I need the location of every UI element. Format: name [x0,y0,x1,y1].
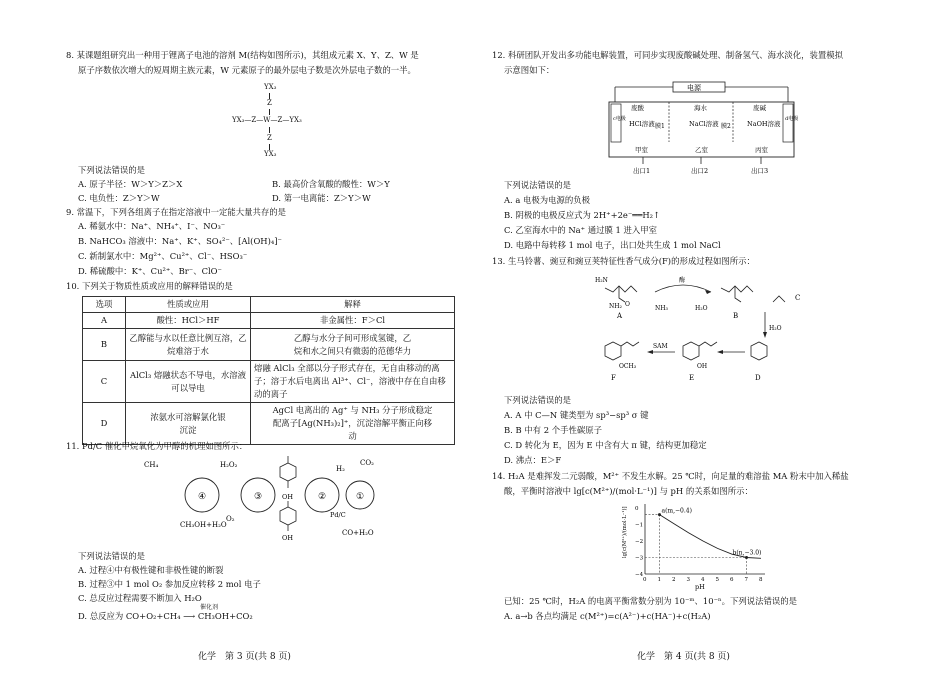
q12-electrolysis-diagram [603,80,803,175]
waste-acid-label: 废酸 [631,104,644,112]
q13-prompt: 下列说法错误的是 [504,395,571,405]
q13-reaction-scheme [595,272,810,390]
q9-option-c: C. 新制氯水中：Mg²⁺、Cu²⁺、Cl⁻、HSO₃⁻ [78,251,248,261]
table-cell: 乙醇能与水以任意比例互溶，乙烷难溶于水 [126,329,251,361]
q13-option-b: B. B 中有 2 个手性碳原子 [504,425,602,435]
a-h2n-label: H₂N [595,277,608,284]
enzyme-label: 酶 [679,277,686,284]
table-row [83,313,455,329]
q9-option-a: A. 稀氨水中：Na⁺、NH₄⁺、I⁻、NO₃⁻ [78,221,226,231]
diagram-label-o2: O₂ [226,515,235,523]
x-tick-label: 1 [657,577,661,583]
y-tick-label: −2 [635,539,644,545]
compound-b-label: B [733,312,739,320]
x-tick-label: 6 [730,577,734,583]
q10-table [82,296,455,445]
table-cell: 浓氨水可溶解氯化银沉淀 [126,403,251,445]
cycle-label-4: ④ [198,492,207,502]
diagram-label-oh1: OH [282,493,293,501]
compound-c-label: C [795,294,801,302]
table-cell: D [83,403,126,445]
q14-chart [623,500,773,590]
q11-option-d: D. 总反应为 CO+O₂+CH₄ ⟶ CH₃OH+CO₂ [78,611,253,621]
q8-struct-z1: Z [267,99,272,107]
q12-stem-line1: 12. 科研团队开发出多功能电解装置，可同步实现废酸碱处理、制备氢气、海水淡化，装置模拟 [492,50,843,60]
q8-stem-line2: 原子序数依次增大的短周期主族元素，W 元素原子的最外层电子数是次外层电子数的一半。 [78,65,416,75]
diagram-label-ch3oh: CH₃OH+H₂O [180,521,227,529]
q8-struct-mid: YX₃—Z—W—Z—YX₃ [232,116,302,124]
sam-label: SAM [653,343,668,350]
q8-option-c: C. 电负性：Z＞Y＞W [78,193,160,203]
cycle-label-2: ② [318,492,327,502]
q11-option-c: C. 总反应过程需要不断加入 H₂O [78,593,202,603]
q9-option-d: D. 稀硫酸中：K⁺、Cu²⁺、Br⁻、ClO⁻ [78,266,222,276]
x-tick-label: 3 [686,577,690,583]
y-axis-label: lg[c(M²⁺)/(mol·L⁻¹)] [622,506,628,558]
table-cell: 熔融 AlCl₃ 全部以分子形式存在，无自由移动的离子；溶于水后电离出 Al³⁺、Cl⁻，溶液中存在自由移动的离子 [251,361,455,403]
outlet3-label: 出口3 [751,167,769,175]
y-tick-label: −4 [635,572,644,578]
q8-struct-top: YX₃ [264,83,277,91]
outlet2-label: 出口2 [691,167,709,175]
e-oh-label: OH [697,363,708,370]
q12-stem-line2: 示意图如下： [504,65,555,75]
q8-structure [222,84,312,162]
q13-option-d: D. 沸点：E＞F [504,455,562,465]
q8-struct-bottom: YX₃ [264,150,277,158]
q11-stem: 11. Pd/C 催化甲烷氧化为甲醇的机理如图所示： [66,441,248,451]
hcl-solution-label: HCl溶液 [629,120,655,128]
d-electrode-label: d电极 [785,116,799,122]
table-header-row [83,297,455,313]
q14-after-text: 已知：25 ℃时，H₂A 的电离平衡常数分别为 10⁻ᵐ、10⁻ⁿ。下列说法错误的是 [504,596,798,606]
outlet1-label: 出口1 [633,167,651,175]
h2o-label-2: H₂O [769,325,782,332]
table-cell: C [83,361,126,403]
diagram-label-coh2o: CO+H₂O [342,529,374,537]
q13-option-c: C. D 转化为 E，因为 E 中含有大 π 键，结构更加稳定 [504,440,707,450]
q11-prompt: 下列说法错误的是 [78,551,145,561]
table-cell: 酸性：HCl＞HF [126,313,251,329]
point-a-label: a(m,−0.4) [661,507,692,515]
table-header: 性质或应用 [126,297,251,313]
cycle-label-1: ① [356,492,365,502]
table-header: 选项 [83,297,126,313]
membrane1-label: 膜1 [655,123,665,130]
x-tick-label: 2 [672,577,676,583]
diagram-label-oh2: OH [282,534,293,542]
seawater-label: 海水 [694,104,707,112]
q13-stem: 13. 生马铃薯、豌豆和豌豆荚特征性香气成分(F)的形成过程如图所示： [492,256,755,266]
h2o-label-1: H₂O [695,305,708,312]
y-tick-label: −1 [635,522,644,529]
q12-option-a: A. a 电极为电源的负极 [504,195,591,205]
table-row [83,403,455,445]
diagram-label-pdc: Pd/C [330,511,346,519]
compound-a-label: A [617,312,623,320]
x-axis-label: pH [695,583,705,591]
q9-option-b: B. NaHCO₃ 溶液中：Na⁺、K⁺、SO₄²⁻、[Al(OH)₄]⁻ [78,236,282,246]
table-cell: 非金属性：F＞Cl [251,313,455,329]
x-tick-label: 4 [701,577,705,583]
table-cell: AlCl₃ 熔融状态不导电，水溶液可以导电 [126,361,251,403]
table-row [83,361,455,403]
waste-base-label: 废碱 [753,104,766,112]
table-cell: AgCl 电离出的 Ag⁺ 与 NH₃ 分子形成稳定配离子[Ag(NH₃)₂]⁺，沉淀溶解平衡正向移动 [251,403,455,445]
q11-option-a: A. 过程④中有极性键和非极性键的断裂 [78,565,224,575]
point-b-label: b(n,−3.0) [732,549,762,557]
q8-struct-z2: Z [267,134,272,142]
cycle-label-3: ③ [254,492,263,502]
q8-prompt: 下列说法错误的是 [78,165,145,175]
c-electrode-label: c电极 [613,116,626,122]
q12-option-b: B. 阴极的电极反应式为 2H⁺+2e⁻══H₂↑ [504,210,661,220]
q14-option-a: A. a→b 各点均满足 c(M²⁺)=c(A²⁻)+c(HA⁻)+c(H₂A) [504,611,711,621]
nh3-label: NH₃ [655,305,668,312]
table-row [83,329,455,361]
compound-e-label: E [689,374,695,382]
q12-prompt: 下列说法错误的是 [504,180,571,190]
page-footer-3: 化学 第 3 页(共 8 页) [198,652,291,662]
diagram-label-h2o2: H₂O₂ [220,461,238,469]
x-tick-label: 0 [643,577,647,583]
diagram-label-h2: H₂ [336,465,345,473]
q8-option-b: B. 最高价含氧酸的酸性：W＞Y [272,179,390,189]
power-label: 电源 [687,84,701,92]
table-cell: A [83,313,126,329]
y-tick-label: −3 [635,555,644,562]
room-b-label: 乙室 [695,146,708,154]
membrane2-label: 膜2 [721,123,731,130]
q11-mechanism-diagram [140,455,380,550]
x-tick-label: 5 [715,577,719,583]
a-o-label: O [625,301,630,308]
compound-d-label: D [755,374,761,382]
table-cell: B [83,329,126,361]
q10-stem: 10. 下列关于物质性质或应用的解释错误的是 [66,281,233,291]
y-tick-label: 0 [635,506,639,512]
nacl-solution-label: NaCl溶液 [689,120,719,128]
a-nh2-label: NH₂ [609,303,622,310]
q8-option-d: D. 第一电离能：Z＞Y＞W [272,193,371,203]
page-footer-4: 化学 第 4 页(共 8 页) [637,652,730,662]
room-a-label: 甲室 [635,146,648,154]
q14-stem-line1: 14. H₂A 是难挥发二元弱酸，M²⁺ 不发生水解。25 ℃时，向足量的难溶盐 MA 粉末中加入稀盐 [492,471,849,481]
x-tick-label: 7 [744,577,748,583]
q8-option-a: A. 原子半径：W＞Y＞Z＞X [78,179,183,189]
compound-f-label: F [611,374,616,382]
q9-stem: 9. 常温下，下列各组离子在指定溶液中一定能大量共存的是 [66,207,287,217]
right-page [475,0,950,688]
q8-stem-line1: 8. 某课题组研究出一种用于锂离子电池的溶剂 M(结构如图所示)，其组成元素 X、Y、Z、W 是 [66,50,419,60]
table-header: 解释 [251,297,455,313]
q11-option-b: B. 过程③中 1 mol O₂ 参加反应转移 2 mol 电子 [78,579,261,589]
q12-option-c: C. 乙室海水中的 Na⁺ 通过膜 1 进入甲室 [504,225,658,235]
q13-option-a: A. A 中 C—N 键类型为 sp³−sp³ σ 键 [504,410,649,420]
diagram-label-ch4: CH₄ [144,461,159,469]
f-och3-label: OCH₃ [619,363,637,370]
room-c-label: 丙室 [755,146,768,154]
table-cell: 乙醇与水分子间可形成氢键，乙烷和水之间只有微弱的范德华力 [251,329,455,361]
q12-option-d: D. 电路中每转移 1 mol 电子，出口处共生成 1 mol NaCl [504,240,721,250]
diagram-label-co2: CO₂ [360,459,374,467]
q11-catalyst-label: 催化剂 [200,604,219,611]
q14-stem-line2: 酸，平衡时溶液中 lg[c(M²⁺)/(mol·L⁻¹)] 与 pH 的关系如图所示： [504,486,753,496]
naoh-solution-label: NaOH溶液 [747,120,781,128]
x-tick-label: 8 [759,577,763,583]
